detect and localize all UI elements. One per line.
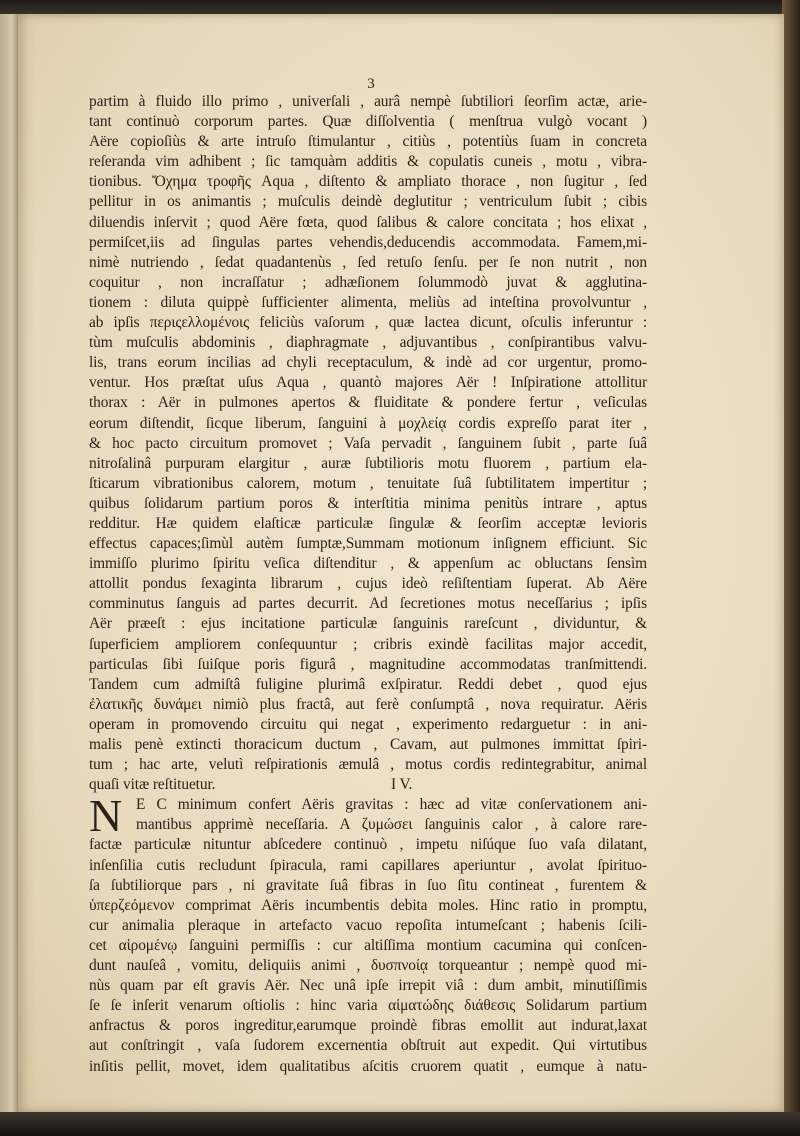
text-line: inſitis pellit, movet, idem qualitatibus aſcitis cruorem quatit , eumque à natu-	[89, 1057, 647, 1075]
text-line: Tandem cum admiſtâ fuligine plurimâ exſpiratur. Reddi debet , quod ejus	[89, 675, 647, 693]
text-line: ſe ſe inſerit venarum oſtiolis : hinc varia αἱματώδης διάθεσις Solidarum partium	[89, 997, 647, 1015]
text-line: redditur. Hæ quidem elaſticæ particulæ ſingulæ & ſeorſim acceptæ levioris	[89, 514, 647, 532]
drop-cap-lines	[89, 790, 647, 842]
book-bottom-edge	[0, 1112, 800, 1136]
paper-page	[18, 14, 784, 1112]
text-line: comminutus ſanguis ad partes decurrit. Ad ſecretiones motus neceſſarius ; ipſis	[89, 595, 647, 613]
text-line: tionem : diluta quippè ſufficienter alimenta, meliùs ad inteſtina provolvuntur ,	[89, 293, 647, 311]
text-line: dunt nauſeâ , vomitu, deliquiis animi , δυσπνοίᾳ torqueantur ; nempè quod mi-	[89, 957, 647, 975]
text-line: eorum diſtendit, ſicque liberum, ſanguini à μοχλείᾳ cordis expreſſo parat iter ,	[89, 414, 647, 432]
second-paragraph-opening	[89, 790, 647, 842]
text-line: mantibus apprimè neceſſaria. A ζυμώσει ſanguinis calor , à calore rare-	[136, 816, 647, 834]
text-line: tant continuò corporum partes. Quæ diſſolventia ( menſtrua vulgò vocant )	[89, 113, 647, 131]
text-line: nitroſalinâ purpuram elargitur , auræ ſubtilioris motu fluorem , partium ela-	[89, 454, 647, 472]
text-line: malis penè extincti thoracicum ductum , Cavam, aut pulmones immittat ſpiri-	[89, 736, 647, 753]
text-line: tùm muſculis abdominis , diaphragmate , adjuvantibus , conſpirantibus valvu-	[89, 334, 647, 352]
text-line: ſuperficiem ampliorem conſequuntur ; cribris exindè facilitas major accedit,	[89, 635, 647, 653]
section-break-line	[89, 775, 647, 795]
main-paragraph-last-line: quaſi vitæ reſtituetur.	[89, 776, 216, 794]
text-line: lis, trans eorum incilias ad chyli receptaculum, & indè ad cor urgentur, promo-	[89, 354, 647, 372]
text-line: ἐλατικῆς δυνάμει nimiò plus fractâ, aut ferè conſumptâ , nova requiratur. Aëris	[89, 695, 647, 713]
body-text	[89, 92, 647, 1077]
text-line: ventur. Hos præſtat uſus Aqua , quantò majores Aër ! Inſpiratione attollitur	[89, 374, 647, 392]
text-line: effectus capaces;ſimùl autèm ſumptæ,Summam motionum inſignem efficiunt. Sic	[89, 535, 647, 553]
text-line: permiſcet,iis ad ſingulas partes vehendis,deducendis accommodata. Famem,mi-	[89, 233, 647, 251]
text-line: attollit pondus ſexaginta librarum , cujus ideò reſiſtentiam ſuperat. Ab Aëre	[89, 575, 647, 593]
text-line: operam in promovendo circuitu qui negat , experimento redarguetur : in ani-	[89, 715, 647, 733]
text-line: Aëre copioſiùs & arte intruſo ſtimulantur , citiùs , potentiùs ſuam in concreta	[89, 133, 647, 151]
text-line: diluendis inſervit ; quod Aëre fœta, quod ſalibus & calore concitata ; hos elixat ,	[89, 213, 647, 231]
text-line: anfractus & poros ingreditur,earumque proindè fibras emollit aut indurat,laxat	[89, 1017, 647, 1035]
text-line: particulas ſibi ſuiſque poris figurâ , magnitudine accommodatas tranſmittendi.	[89, 655, 647, 673]
text-line: reſeranda vim adhibent ; ſic tamquàm additis & copulatis cuneis , motu , vibra-	[89, 153, 647, 171]
text-line: Aër præeſt : ejus incitatione particulæ ſanguinis rareſcunt , dividuntur, &	[89, 615, 647, 633]
text-line: E C minimum confert Aëris gravitas : hæc ad vitæ conſervationem ani-	[136, 796, 647, 814]
text-line: factæ particulæ nituntur abſcedere continuò , impetu niſúque ſuo vaſa dilatant,	[89, 836, 647, 854]
drop-cap-letter: N	[89, 790, 123, 842]
text-line: partim à fluido illo primo , univerſali , aurâ nempè ſubtiliori ſeorſim actæ, arie-	[89, 93, 647, 110]
text-line: ὑπερζεόμενον comprimat Aëris incumbentis debita moles. Hinc ratio in promptu,	[89, 896, 647, 914]
text-line: ſticarum vibrationibus calorem, motum , tenuitate ſuâ ſubtilitatem impertitur ;	[89, 474, 647, 492]
text-line: tum ; hac arte, velutì reſpirationis æmulâ , motus cordis redintegrabitur, animal	[89, 756, 647, 774]
text-line: cur animalia pleraque in artefacto vacuo repoſita intumeſcant ; habenis ſcili-	[89, 916, 647, 934]
text-line: ab ipſis περιςελλομένοις feliciùs vaſorum , quæ lactea dicunt, oſculis inferuntur :	[89, 314, 647, 332]
text-line: & hoc pacto circuitum promovet ; Vaſa pervadit , ſanguinem ſubit , parte ſuâ	[89, 434, 647, 452]
text-line: nimè nutriendo , ſedat quadantenùs , ſed retuſo ſenſu. per ſe non nutrit , non	[89, 253, 647, 271]
text-line: nùs quam par eſt gravis Aër. Nec unâ ipſe irrepit viâ : dum ambit, minutiſſimis	[89, 977, 647, 995]
text-line: immiſſo plurimo ſpiritu veſica diſtenditur , & appenſum ac obluctans ſensìm	[89, 555, 647, 573]
text-line: pellitur in os animantis ; muſculis deindè deglutitur ; ventriculum ſubit ; cibis	[89, 193, 647, 211]
book-right-edge	[782, 0, 800, 1136]
text-line: cet αἱρομένῳ ſanguini permiſſis : cur altiſſima montium cacumina qui conſcen-	[89, 936, 647, 954]
text-line: aut conſtringit , vaſa ſudorem excernentia obſtruit aut expedit. Qui virtutibus	[89, 1037, 647, 1055]
text-line: inſenſilia cutis recludunt ſpiracula, rami capillares aperiuntur , avolat ſpirituo-	[89, 856, 647, 874]
page-number: 3	[367, 76, 375, 92]
binding-gutter	[0, 14, 20, 1114]
text-line: ſa ſubtiliorque pars , ni gravitate ſuâ fibras in ſuo ſitu contineat , furentem &	[89, 876, 647, 894]
text-line: quibus ſolidarum partium poros & interſtitia minima penitùs intrare , aptus	[89, 494, 647, 512]
main-paragraph	[89, 92, 647, 775]
text-line: coquitur , non incraſſatur ; adhæſionem ſolummodò juvat & agglutina-	[89, 273, 647, 291]
text-line: tionibus. Ὄχημα τροφῆς Aqua , diſtento & ampliato thorace , non ſugitur , ſed	[89, 173, 647, 191]
text-line: thorax : Aër in pulmones apertos & fluiditate & pondere fertur , veſiculas	[89, 394, 647, 412]
second-paragraph	[89, 835, 647, 1076]
section-heading: I V.	[391, 776, 413, 794]
